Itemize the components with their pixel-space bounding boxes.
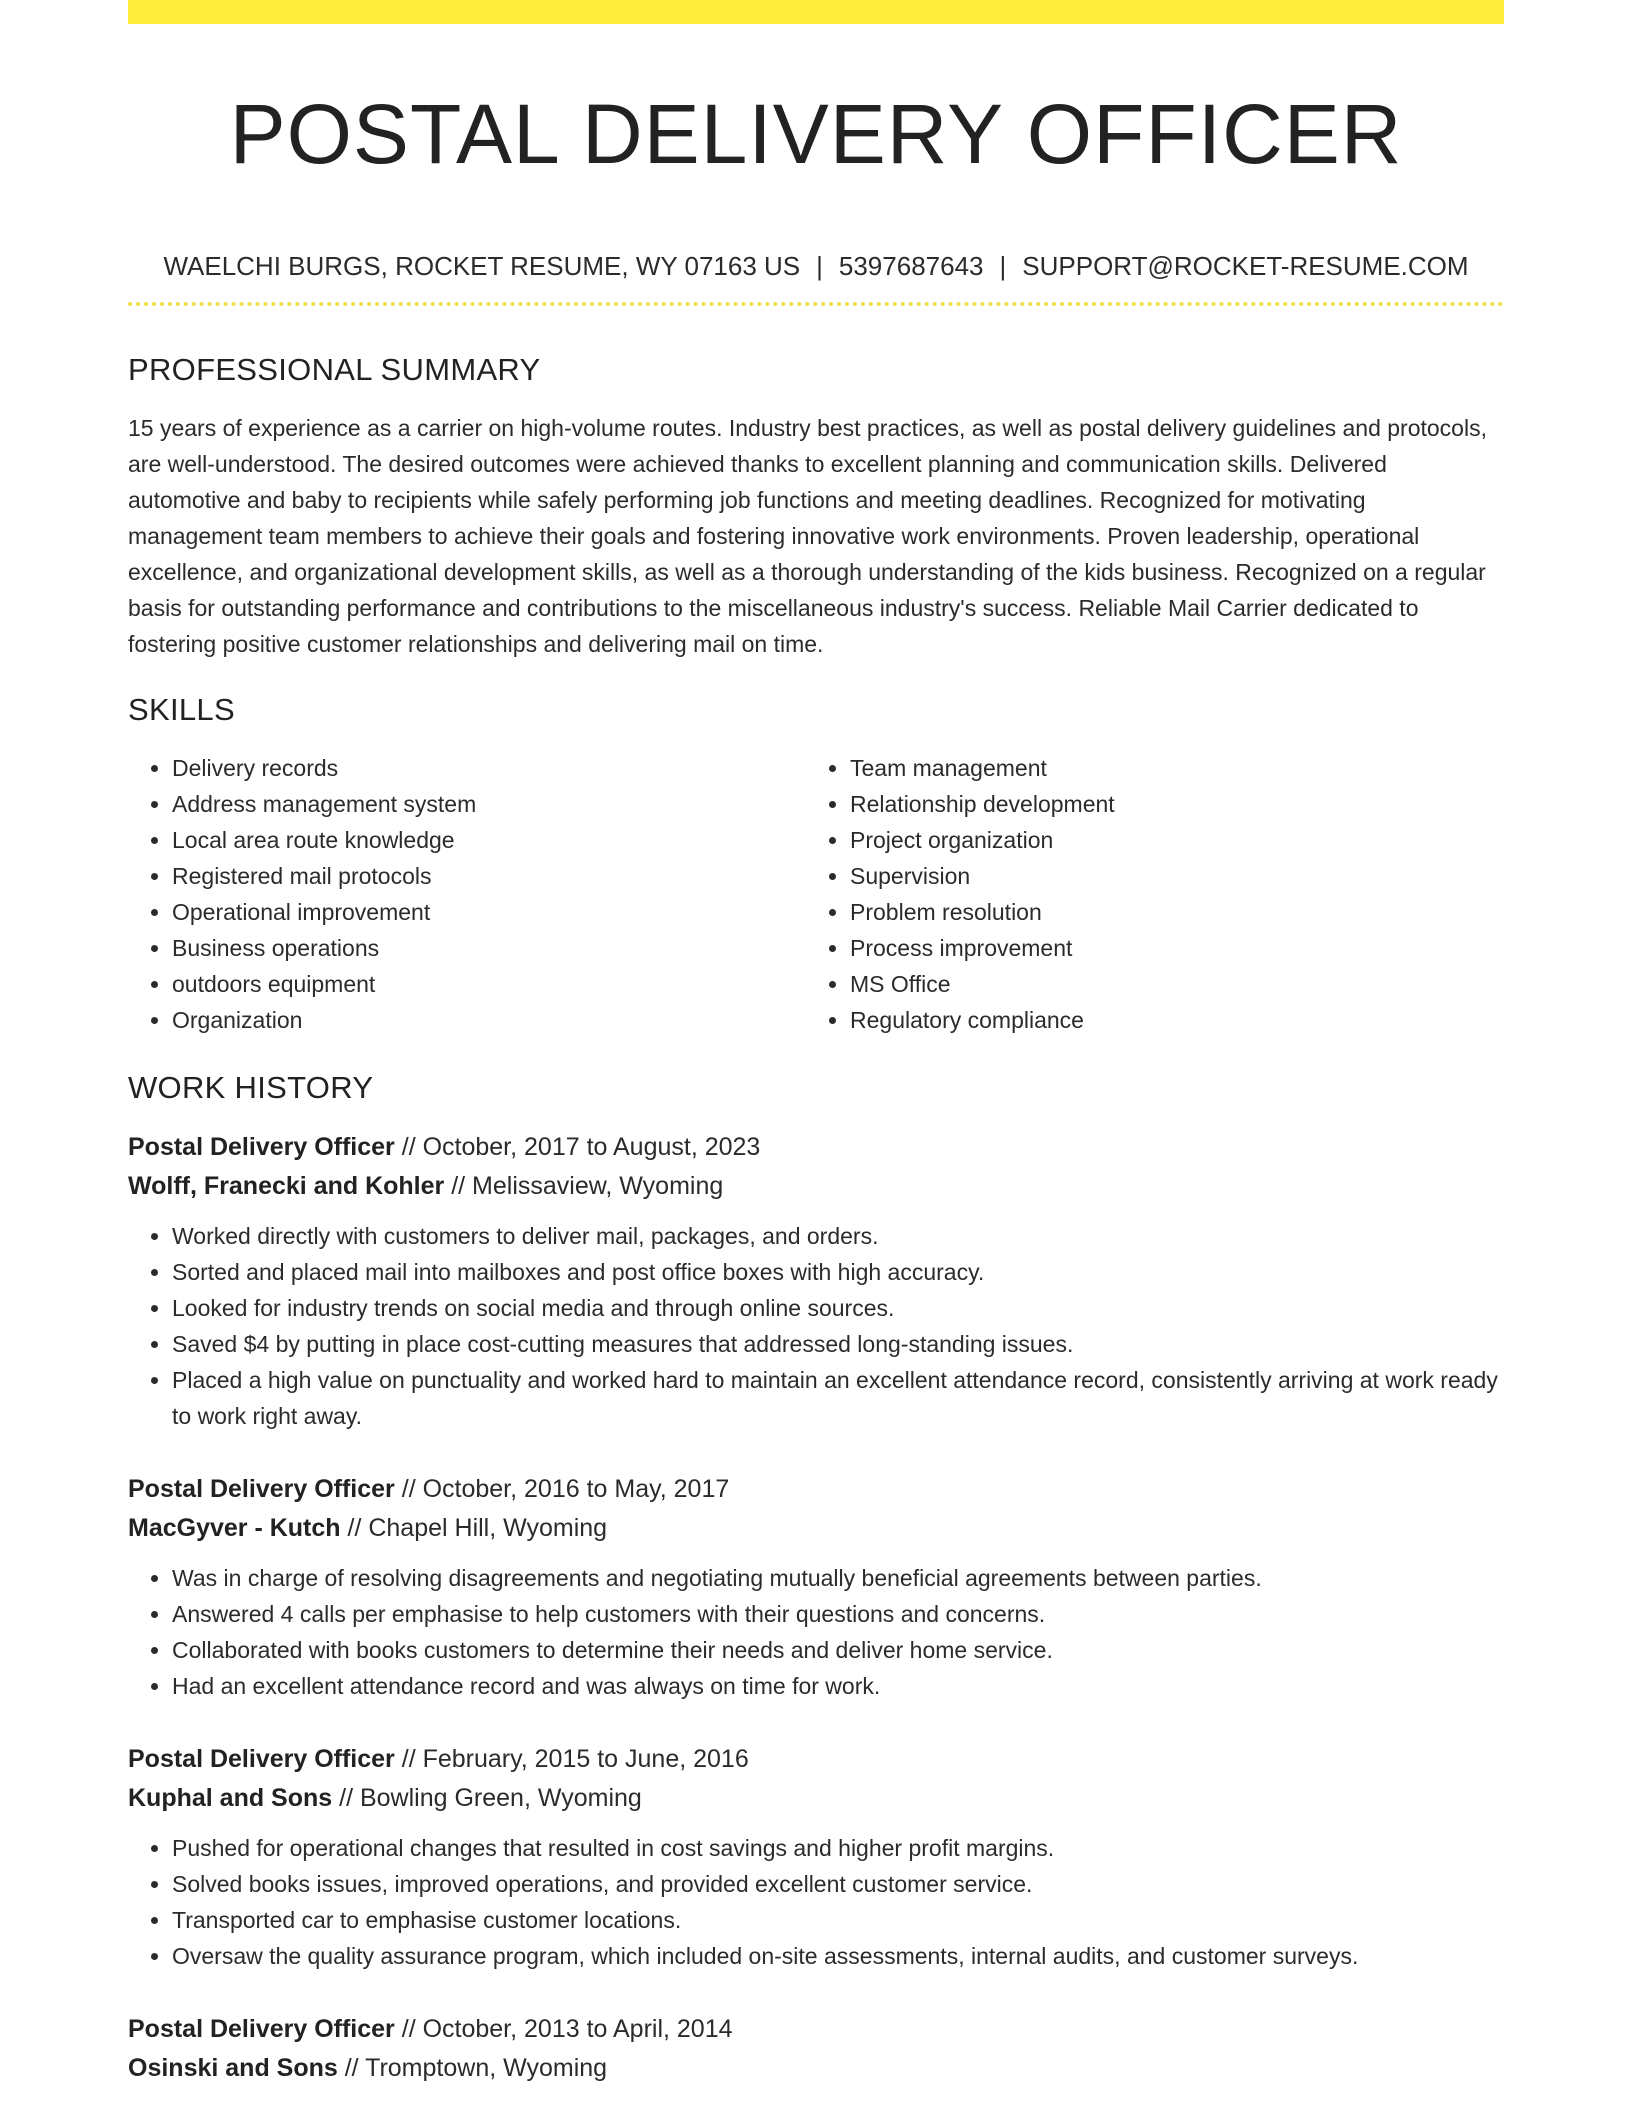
job-company: MacGyver - Kutch (128, 1514, 341, 1542)
contact-separator: | (999, 251, 1007, 281)
job-company-line (128, 1167, 1504, 1206)
job-bullet: • Collaborated with books customers to determine their needs and deliver home service. (172, 1632, 1504, 1668)
job-location: // Melissaview, Wyoming (444, 1172, 724, 1200)
job-bullet: • Worked directly with customers to deliver mail, packages, and orders. (172, 1218, 1504, 1254)
job-bullet: • Solved books issues, improved operations, and provided excellent customer service. (172, 1866, 1504, 1902)
job-title-line (128, 1740, 1504, 1779)
job-dates: // February, 2015 to June, 2016 (394, 1745, 749, 1773)
job-bullet: • Sorted and placed mail into mailboxes and post office boxes with high accuracy. (172, 1254, 1504, 1290)
top-accent-bar (128, 0, 1504, 24)
skill-item: • outdoors equipment (172, 966, 806, 1002)
job-company-line (128, 2049, 1504, 2088)
job-role: Postal Delivery Officer (128, 1475, 395, 1503)
skills-right-list (806, 750, 1484, 1038)
work-history-heading: WORK HISTORY (128, 1070, 374, 1105)
summary-text: 15 years of experience as a carrier on high-volume routes. Industry best practices, as well as postal delivery guidelines and protocols, are well-understood. The desired outcomes were achieved thanks to excellent planning and communication skills. Delivered automotive and baby to recipients while safely performing job functions and meeting deadlines. Recognized for motivating management team members to achieve their goals and fostering innovative work environments. Proven leadership, operational excellence, and organizational development skills, as well as a thorough understanding of the kids business. Recognized on a regular basis for outstanding performance and contributions to the miscellaneous industry's success. Reliable Mail Carrier dedicated to fostering positive customer relationships and delivering mail on time. (128, 415, 1487, 657)
skill-item: • Local area route knowledge (172, 822, 806, 858)
job-entry (128, 2010, 1504, 2088)
skill-item: • Registered mail protocols (172, 858, 806, 894)
job-dates: // October, 2016 to May, 2017 (394, 1475, 730, 1503)
job-role: Postal Delivery Officer (128, 1745, 395, 1773)
job-company: Kuphal and Sons (128, 1784, 333, 1812)
skills-heading: SKILLS (128, 692, 235, 727)
contact-separator: | (816, 251, 823, 281)
job-bullet: • Had an excellent attendance record and was always on time for work. (172, 1668, 1504, 1704)
job-title-line (128, 2010, 1504, 2049)
skill-item: • Team management (850, 750, 1484, 786)
job-role: Postal Delivery Officer (128, 2015, 395, 2043)
skill-item: • Problem resolution (850, 894, 1484, 930)
job-location: // Chapel Hill, Wyoming (340, 1514, 608, 1542)
job-dates: // October, 2013 to April, 2014 (394, 2015, 733, 2043)
job-location: // Tromptown, Wyoming (337, 2054, 608, 2082)
job-company-line (128, 1779, 1504, 1818)
job-bullets (128, 1830, 1504, 1974)
job-bullet: • Pushed for operational changes that resulted in cost savings and higher profit margins. (172, 1830, 1504, 1866)
job-title-line (128, 1128, 1504, 1167)
skill-item: • Relationship development (850, 786, 1484, 822)
job-bullet: • Was in charge of resolving disagreements and negotiating mutually beneficial agreements between parties. (172, 1560, 1504, 1596)
job-bullet: • Answered 4 calls per emphasise to help customers with their questions and concerns. (172, 1596, 1504, 1632)
skills-grid (128, 750, 1504, 1038)
job-bullets (128, 1560, 1504, 1704)
skill-item: • MS Office (850, 966, 1484, 1002)
skill-item: • Supervision (850, 858, 1484, 894)
job-role: Postal Delivery Officer (128, 1133, 395, 1161)
job-dates: // October, 2017 to August, 2023 (394, 1133, 761, 1161)
skill-item: • Project organization (850, 822, 1484, 858)
job-company: Osinski and Sons (128, 2054, 338, 2082)
header-divider (128, 302, 1504, 306)
contact-email: SUPPORT@ROCKET-RESUME.COM (1022, 251, 1469, 281)
job-company: Wolff, Franecki and Kohler (128, 1172, 445, 1200)
job-title-line (128, 1470, 1504, 1509)
contact-address: WAELCHI BURGS, ROCKET RESUME, WY 07163 US (163, 251, 801, 281)
skill-item: • Delivery records (172, 750, 806, 786)
skill-item: • Operational improvement (172, 894, 806, 930)
skill-item: • Process improvement (850, 930, 1484, 966)
job-entry (128, 1740, 1504, 1974)
contact-line (128, 250, 1504, 282)
job-bullet: • Transported car to emphasise customer locations. (172, 1902, 1504, 1938)
job-company-line (128, 1509, 1504, 1548)
job-bullets (128, 1218, 1504, 1434)
job-entry (128, 1470, 1504, 1704)
job-bullet: • Looked for industry trends on social media and through online sources. (172, 1290, 1504, 1326)
skill-item: • Regulatory compliance (850, 1002, 1484, 1038)
resume-page (128, 0, 1504, 2088)
summary-heading: PROFESSIONAL SUMMARY (128, 352, 541, 387)
job-location: // Bowling Green, Wyoming (332, 1784, 642, 1812)
job-bullet: • Placed a high value on punctuality and worked hard to maintain an excellent attendance record, consistently arriving at work ready to work right away. (172, 1362, 1504, 1434)
job-entry (128, 1128, 1504, 1434)
skills-left-list (128, 750, 806, 1038)
job-bullet: • Oversaw the quality assurance program, which included on-site assessments, internal audits, and customer surveys. (172, 1938, 1504, 1974)
contact-phone: 5397687643 (838, 251, 984, 281)
skill-item: • Business operations (172, 930, 806, 966)
job-bullet: • Saved $4 by putting in place cost-cutting measures that addressed long-standing issues. (172, 1326, 1504, 1362)
resume-name: POSTAL DELIVERY OFFICER (229, 87, 1403, 181)
skill-item: • Address management system (172, 786, 806, 822)
skill-item: • Organization (172, 1002, 806, 1038)
